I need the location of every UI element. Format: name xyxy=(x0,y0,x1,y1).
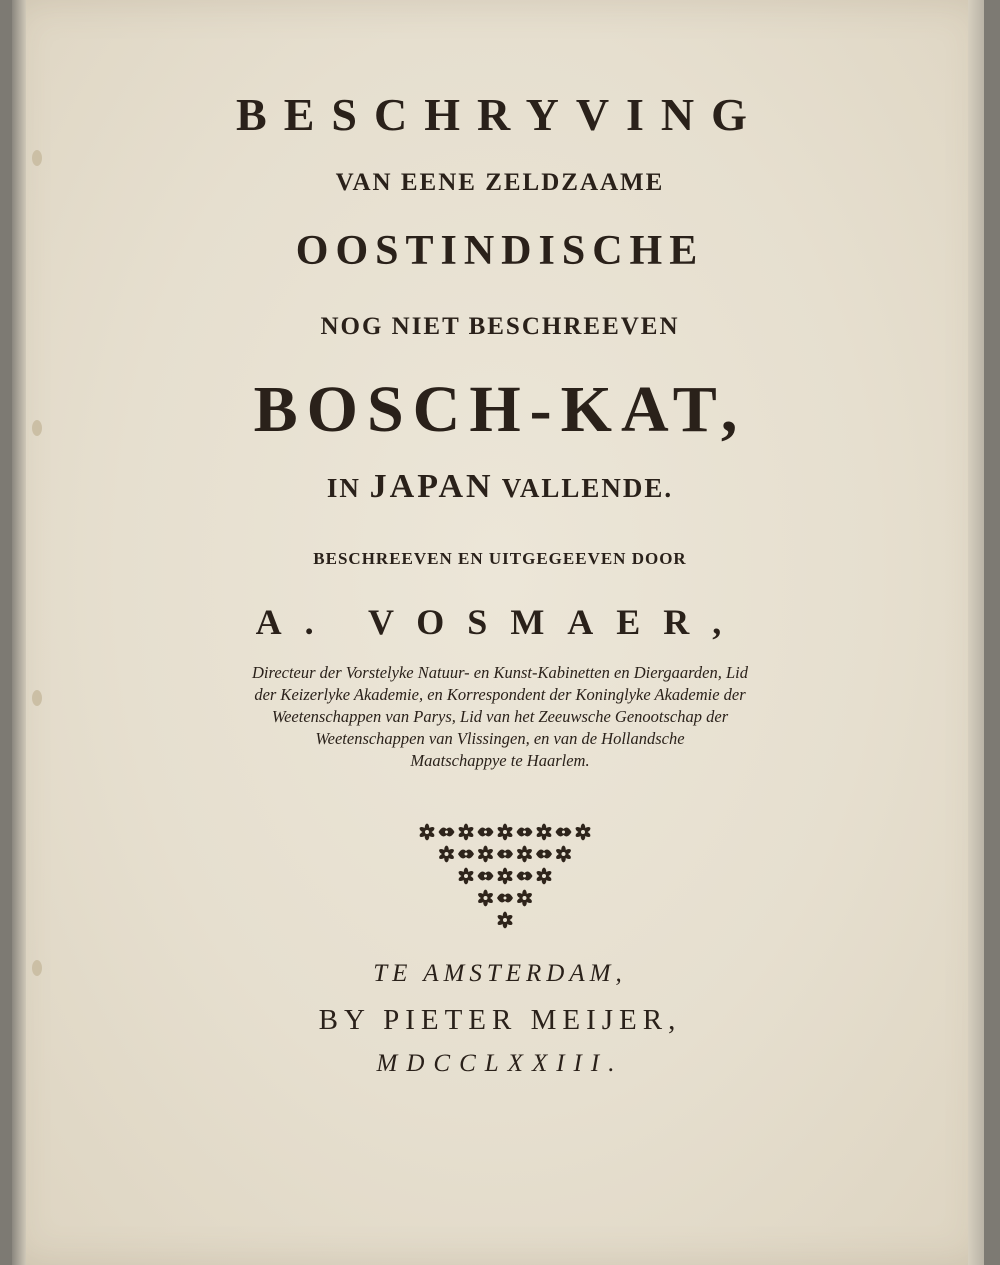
ornament-fleuron-icon xyxy=(516,846,533,863)
ornament-fleuron-icon xyxy=(458,868,475,885)
imprint-year: MDCCLXXIII. xyxy=(376,1050,624,1077)
ornament-fleuron-icon xyxy=(536,868,553,885)
imprint-place: TE AMSTERDAM, xyxy=(373,960,627,987)
stitch-hole xyxy=(32,150,42,166)
ornament-fleuron-icon xyxy=(497,912,514,929)
author-credentials xyxy=(140,662,860,772)
imprint-printer: BY PIETER MEIJER, xyxy=(318,1004,682,1036)
credentials-line: der Keizerlyke Akademie, en Korrespondent der Koninglyke Akademie der xyxy=(254,685,746,704)
credentials-line: Weetenschappen van Parys, Lid van het Zeeuwsche Genootschap der xyxy=(271,707,729,726)
stitch-hole xyxy=(32,690,42,706)
credentials-line: Maatschappye te Haarlem. xyxy=(410,751,590,770)
author-name: A. VOSMAER, xyxy=(255,602,745,642)
printer-ornament xyxy=(0,820,1000,940)
ornament-fleuron-icon xyxy=(458,824,475,841)
title-line-japan-main: JAPAN xyxy=(369,468,494,505)
ornament-fleuron-icon xyxy=(497,850,513,859)
title-line-beschryving: BESCHRYVING xyxy=(236,89,764,140)
credentials-line: Weetenschappen van Vlissingen, en van de Hollandsche xyxy=(315,729,685,748)
ornament-fleuron-icon xyxy=(517,828,533,837)
ornament-fleuron-icon xyxy=(536,824,553,841)
ornament-fleuron-icon xyxy=(477,890,494,907)
ornament-fleuron-icon xyxy=(478,872,494,881)
title-line-beschreeven: NOG NIET BESCHREEVEN xyxy=(320,313,680,340)
ornament-fleuron-icon xyxy=(438,846,455,863)
ornament-fleuron-icon xyxy=(555,846,572,863)
ornament-fleuron-icon xyxy=(497,824,514,841)
ornament-fleuron-icon xyxy=(517,872,533,881)
title-line-oostindische: OOSTINDISCHE xyxy=(295,228,705,274)
title-line-bosch-kat: BOSCH-KAT, xyxy=(253,373,747,446)
ornament-fleuron-icon xyxy=(439,828,455,837)
title-line-japan-pre: IN xyxy=(326,473,370,503)
title-line-japan xyxy=(0,470,1000,505)
title-line-japan-post: VALLENDE. xyxy=(493,473,674,503)
ornament-fleuron-icon xyxy=(497,894,513,903)
ornament-fleuron-icon xyxy=(458,850,474,859)
ornament-fleuron-icon xyxy=(497,868,514,885)
ornament-fleuron-icon xyxy=(478,828,494,837)
title-line-zeldzaame: VAN EENE ZELDZAAME xyxy=(335,169,665,196)
ornament-fleuron-icon xyxy=(516,890,533,907)
byline: BESCHREEVEN EN UITGEGEEVEN DOOR xyxy=(313,549,687,568)
credentials-line: Directeur der Vorstelyke Natuur- en Kunst-Kabinetten en Diergaarden, Lid xyxy=(252,663,748,682)
ornament-fleuron-icon xyxy=(575,824,592,841)
ornament-fleuron-icon xyxy=(536,850,552,859)
ornament-fleuron-icon xyxy=(556,828,572,837)
ornament-fleuron-icon xyxy=(477,846,494,863)
ornament-fleuron-icon xyxy=(419,824,436,841)
